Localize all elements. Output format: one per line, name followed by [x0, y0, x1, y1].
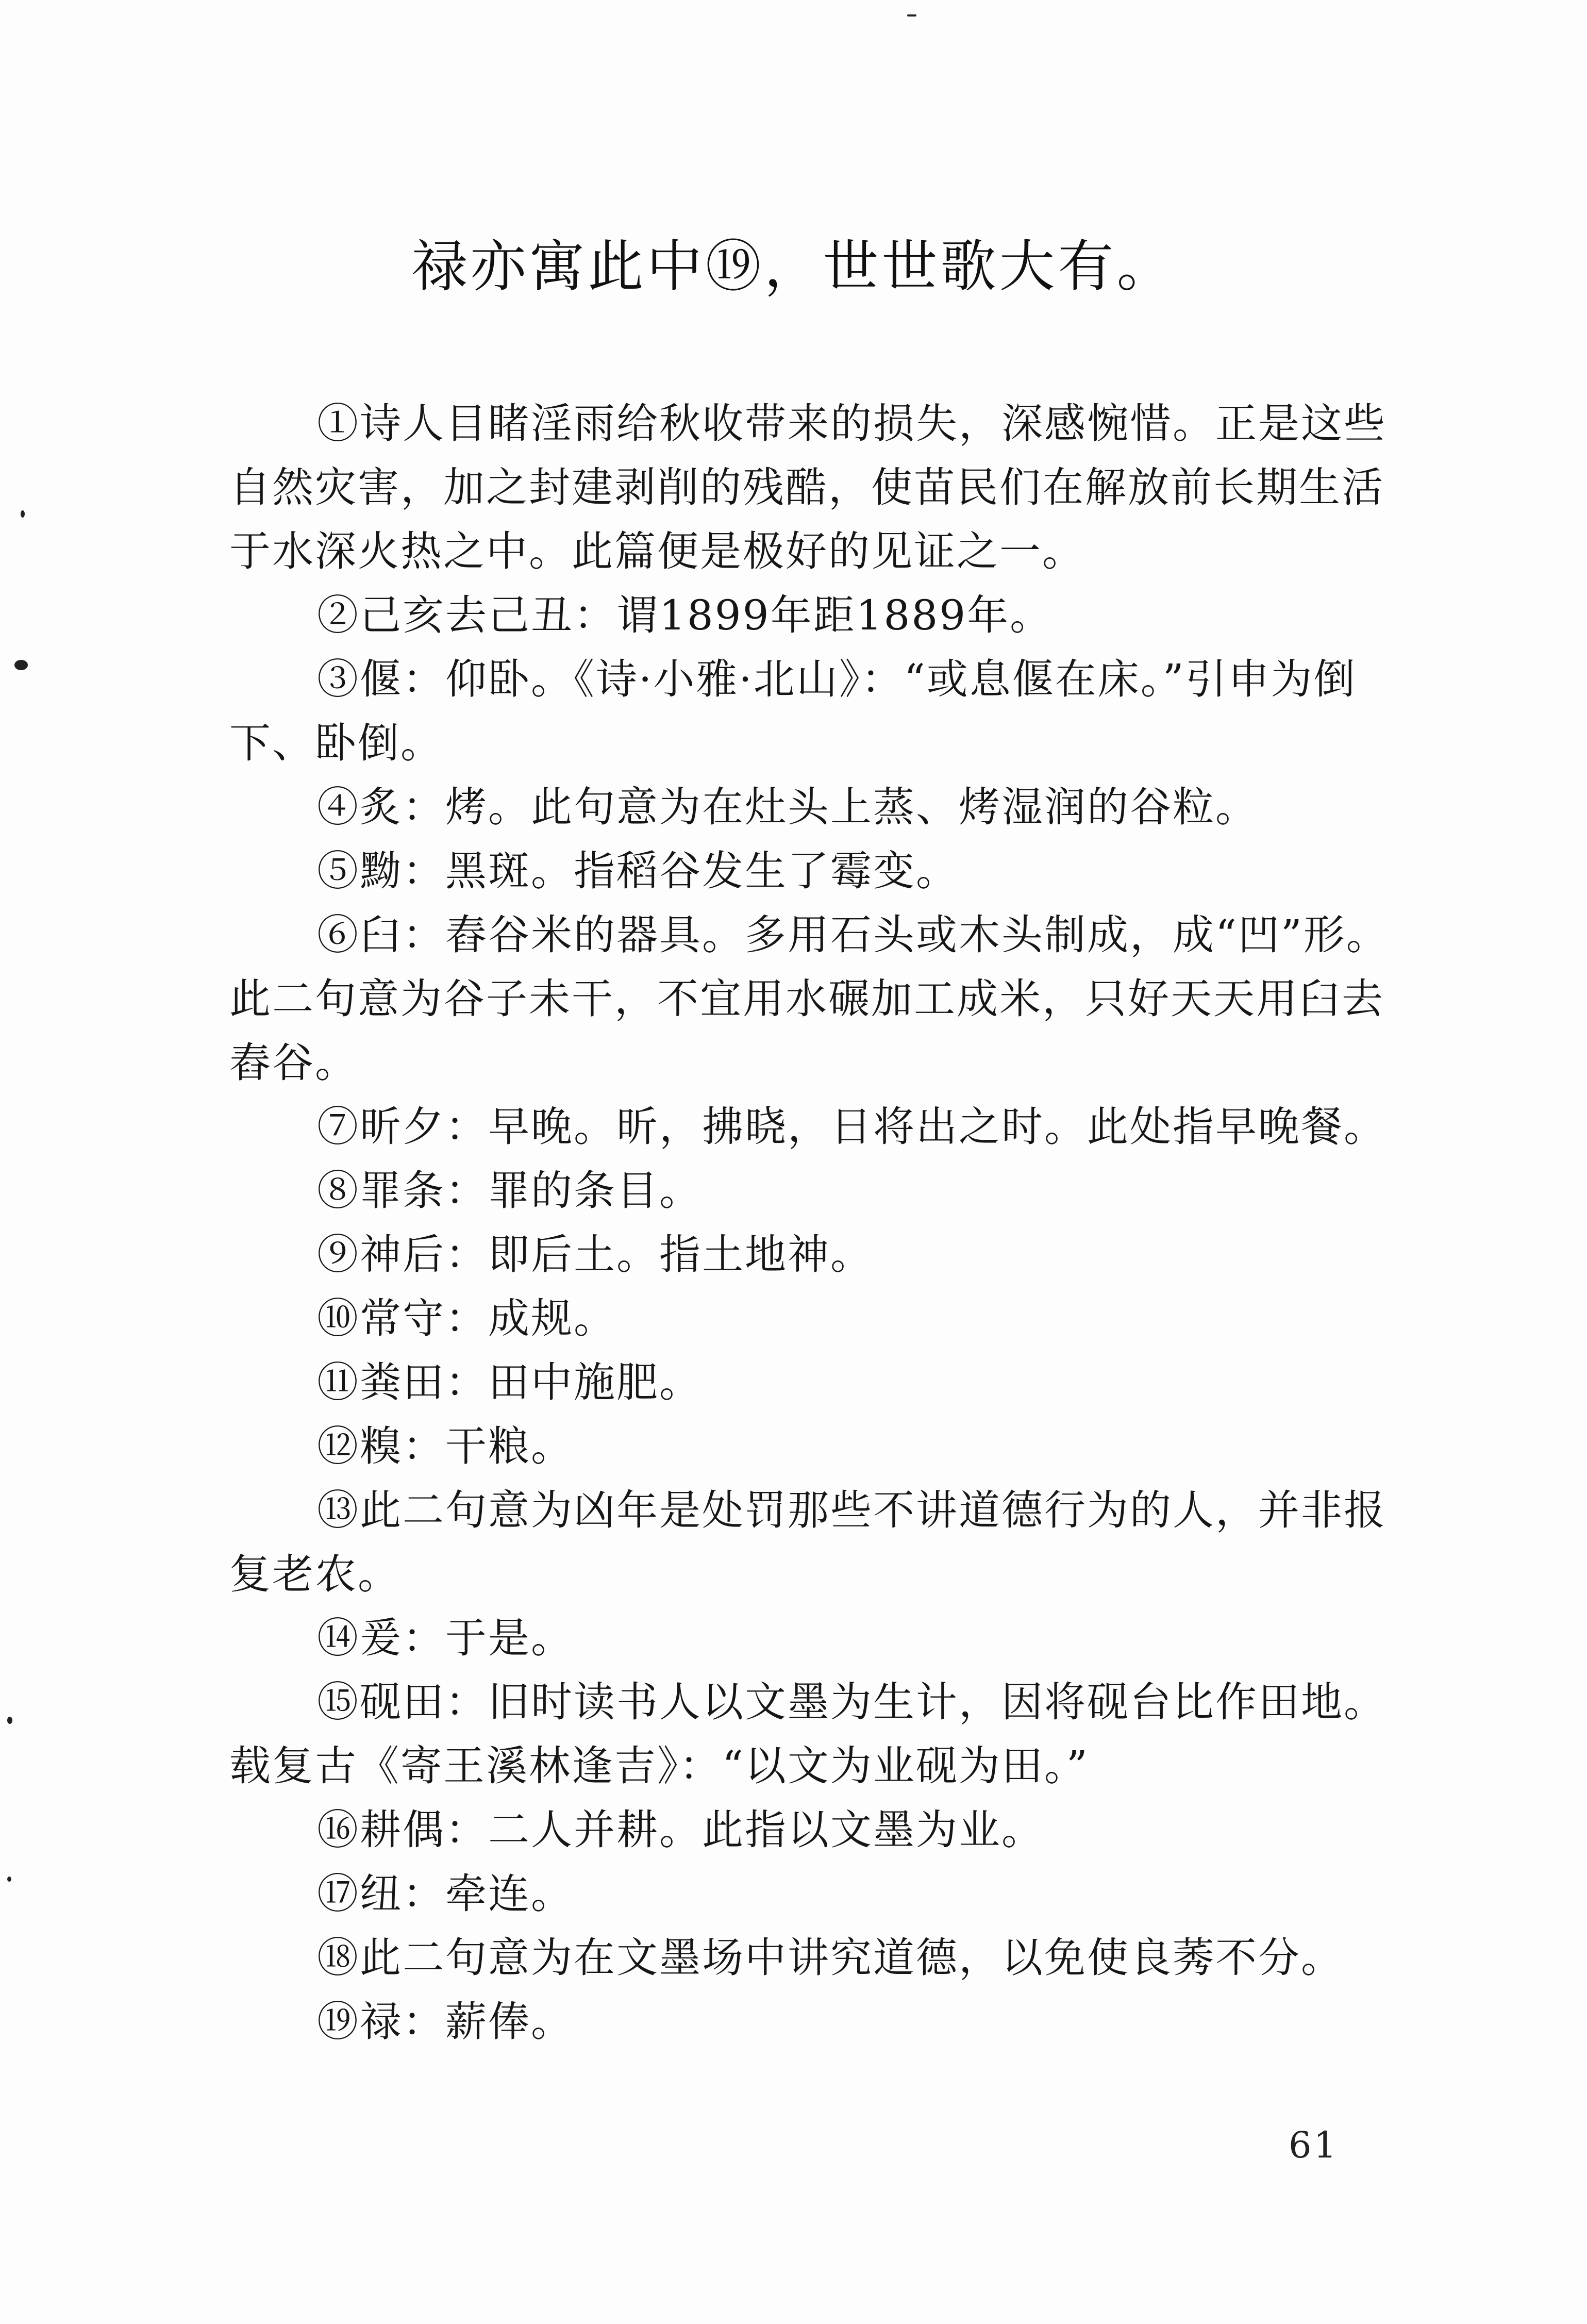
footnote-7: ⑦昕夕：早晚。昕，拂晓，日将出之时。此处指早晚餐。 — [317, 1103, 1386, 1151]
footnote-17: ⑰纽：牵连。 — [317, 1870, 574, 1918]
footnote-16: ⑯耕偶：二人并耕。此指以文墨为业。 — [317, 1806, 1044, 1854]
footnote-14: ⑭爰：于是。 — [317, 1614, 574, 1662]
poem-line: 禄亦寓此中⑲，世世歌大有。 — [411, 235, 1176, 299]
footnote-2: ②己亥去己丑：谓1899年距1889年。 — [317, 591, 1053, 639]
scan-speck — [907, 14, 916, 16]
footnote-10: ⑩常守：成规。 — [317, 1294, 616, 1342]
scan-speck — [7, 1877, 11, 1882]
footnote-4: ④炙：烤。此句意为在灶头上蒸、烤湿润的谷粒。 — [317, 783, 1258, 831]
footnote-18: ⑱此二句意为在文墨场中讲究道德，以免使良莠不分。 — [317, 1934, 1344, 1982]
footnote-3: ③偃：仰卧。《诗·小雅·北山》：“或息偃在床。”引申为倒下、卧倒。 — [229, 655, 1357, 767]
footnote-1: ①诗人目睹淫雨给秋收带来的损失，深感惋惜。正是这些自然灾害，加之封建剥削的残酷，使苗民们在解放前长期生活于水深火热之中。此篇便是极好的见证之一。 — [229, 400, 1386, 575]
page-number: 61 — [1289, 2124, 1339, 2166]
footnote-19: ⑲禄：薪俸。 — [317, 1998, 574, 2046]
footnote-12: ⑫糗：干粮。 — [317, 1422, 574, 1470]
footnote-9: ⑨神后：即后土。指土地神。 — [317, 1231, 873, 1279]
footnote-11: ⑪粪田：田中施肥。 — [317, 1358, 702, 1406]
footnote-5: ⑤黝：黑斑。指稻谷发生了霉变。 — [317, 847, 959, 895]
footnote-15: ⑮砚田：旧时读书人以文墨为生计，因将砚台比作田地。载复古《寄王溪林逢吉》：“以文为业砚为田。” — [229, 1678, 1386, 1790]
scan-speck — [14, 660, 28, 670]
footnote-8: ⑧罪条：罪的条目。 — [317, 1167, 702, 1215]
footnotes — [229, 392, 1415, 2054]
scan-speck — [21, 510, 25, 518]
footnote-6: ⑥臼：舂谷米的器具。多用石头或木头制成，成“凹”形。此二句意为谷子未干，不宜用水碾加工成米，只好天天用臼去舂谷。 — [229, 911, 1389, 1087]
footnote-13: ⑬此二句意为凶年是处罚那些不讲道德行为的人，并非报复老农。 — [229, 1486, 1386, 1598]
scan-speck — [7, 1717, 12, 1724]
